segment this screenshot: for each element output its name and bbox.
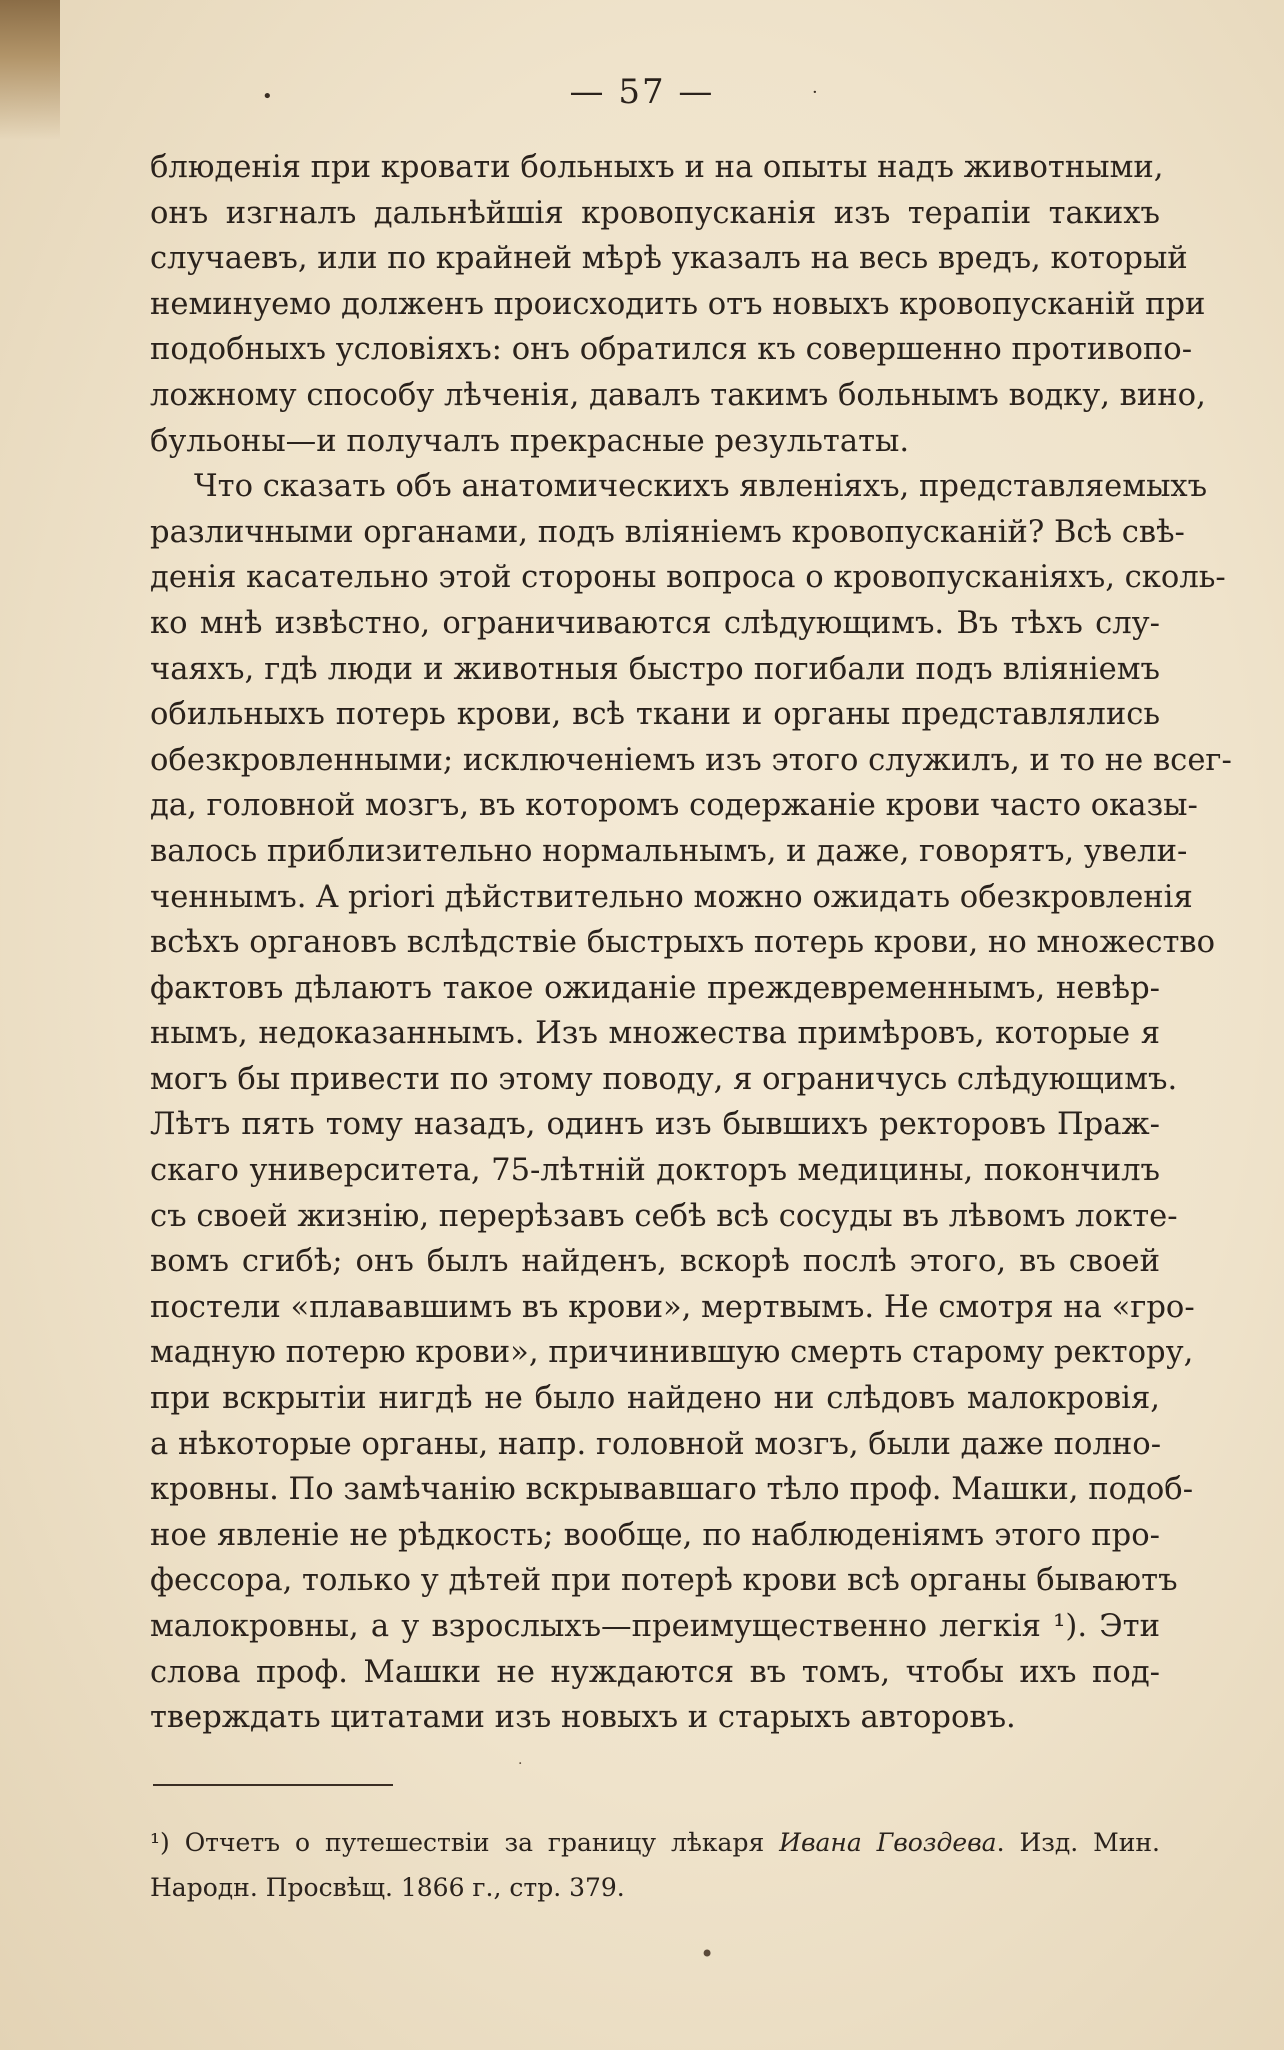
text-line: подобныхъ условіяхъ: онъ обратился къ совершенно противопо- — [150, 332, 1193, 368]
text-line: скаго университета, 75-лѣтній докторъ медицины, покончилъ — [150, 1153, 1160, 1189]
text-line: Лѣтъ пять тому назадъ, одинъ изъ бывшихъ ректоровъ Праж- — [150, 1107, 1160, 1143]
bottom-ink-mark: • — [700, 1940, 715, 1968]
text-line: ченнымъ. A priori дѣйствительно можно ожидать обезкровленія — [150, 879, 1193, 915]
text-line: различными органами, подъ вліяніемъ кровопусканій? Всѣ свѣ- — [150, 514, 1185, 550]
text-line: обезкровленными; исключеніемъ изъ этого служилъ, и то не всег- — [150, 742, 1232, 778]
text-line: чаяхъ, гдѣ люди и животныя быстро погибали подъ вліяніемъ — [150, 651, 1160, 687]
text-line: всѣхъ органовъ вслѣдствіе быстрыхъ потерь крови, но множество — [150, 925, 1216, 961]
header-right-mark: · — [812, 82, 818, 103]
text-line: денія касательно этой стороны вопроса о кровопусканіяхъ, сколь- — [150, 560, 1226, 596]
text-line: случаевъ, или по крайней мѣрѣ указалъ на весь вредъ, который — [150, 241, 1188, 277]
text-line: вомъ сгибѣ; онъ былъ найденъ, вскорѣ послѣ этого, въ своей — [150, 1244, 1160, 1280]
text-line: онъ изгналъ дальнѣйшія кровопусканія изъ терапіи такихъ — [150, 195, 1160, 231]
text-line: съ своей жизнію, перерѣзавъ себѣ всѣ сосуды въ лѣвомъ локте- — [150, 1198, 1178, 1234]
page-header — [0, 72, 1284, 122]
page-number: — 57 — — [569, 72, 715, 112]
footnote-line-2: Народн. Просвѣщ. 1866 г., стр. 379. — [150, 1873, 625, 1902]
footnote-rule — [153, 1784, 393, 1786]
text-line: постели «плававшимъ въ крови», мертвымъ. Не смотря на «гро- — [150, 1289, 1195, 1325]
ink-speck: · — [518, 1756, 523, 1772]
footnote-author-name: Ивана Гвоздева — [779, 1828, 997, 1857]
text-line: нымъ, недоказаннымъ. Изъ множества примѣровъ, которые я — [150, 1016, 1160, 1052]
text-line: могъ бы привести по этому поводу, я ограничусь слѣдующимъ. — [150, 1061, 1178, 1097]
text-line: мадную потерю крови», причинившую смерть старому ректору, — [150, 1335, 1194, 1371]
text-line: при вскрытіи нигдѣ не было найдено ни слѣдовъ малокровія, — [150, 1381, 1160, 1417]
text-line: фактовъ дѣлаютъ такое ожиданіе преждевременнымъ, невѣр- — [150, 970, 1160, 1006]
text-line: валось приблизительно нормальнымъ, и даже, говорятъ, увели- — [150, 833, 1188, 869]
text-line: бульоны—и получалъ прекрасные результаты. — [150, 423, 910, 459]
text-line: Что сказать объ анатомическихъ явленіяхъ, представляемыхъ — [194, 469, 1208, 505]
text-line: а нѣкоторые органы, напр. головной мозгъ, были даже полно- — [150, 1426, 1162, 1462]
paragraph-1 — [150, 145, 1206, 464]
text-line: да, головной мозгъ, въ которомъ содержаніе крови часто оказы- — [150, 788, 1198, 824]
text-line: ложному способу лѣченія, давалъ такимъ больнымъ водку, вино, — [150, 377, 1206, 413]
text-line: кровны. По замѣчанію вскрывавшаго тѣло проф. Машки, подоб- — [150, 1472, 1194, 1508]
text-line: неминуемо долженъ происходить отъ новыхъ кровопусканій при — [150, 286, 1206, 322]
footnote-line-1 — [150, 1820, 1160, 1865]
body-text — [150, 145, 1232, 1741]
footnote-text: . Изд. Мин. — [996, 1828, 1160, 1857]
footnote-text: ¹) Отчетъ о путешествіи за границу лѣкаря — [150, 1828, 780, 1857]
text-line: фессора, только у дѣтей при потерѣ крови всѣ органы бываютъ — [150, 1563, 1178, 1599]
text-line: малокровны, а у взрослыхъ—преимущественно легкія ¹). Эти — [150, 1609, 1160, 1644]
footnote — [150, 1820, 1160, 1910]
header-left-mark: • — [262, 86, 273, 107]
text-line: блюденія при кровати больныхъ и на опыты надъ животными, — [150, 150, 1164, 185]
text-line: обильныхъ потерь крови, всѣ ткани и органы представлялись — [150, 697, 1160, 733]
text-line: ко мнѣ извѣстно, ограничиваются слѣдующимъ. Въ тѣхъ слу- — [150, 605, 1160, 641]
text-line: тверждать цитатами изъ новыхъ и старыхъ авторовъ. — [150, 1700, 1016, 1736]
paragraph-2 — [150, 464, 1232, 1741]
text-line: ное явленіе не рѣдкость; вообще, по наблюденіямъ этого про- — [150, 1517, 1160, 1553]
text-line: слова проф. Машки не нуждаются въ томъ, чтобы ихъ под- — [150, 1654, 1160, 1690]
